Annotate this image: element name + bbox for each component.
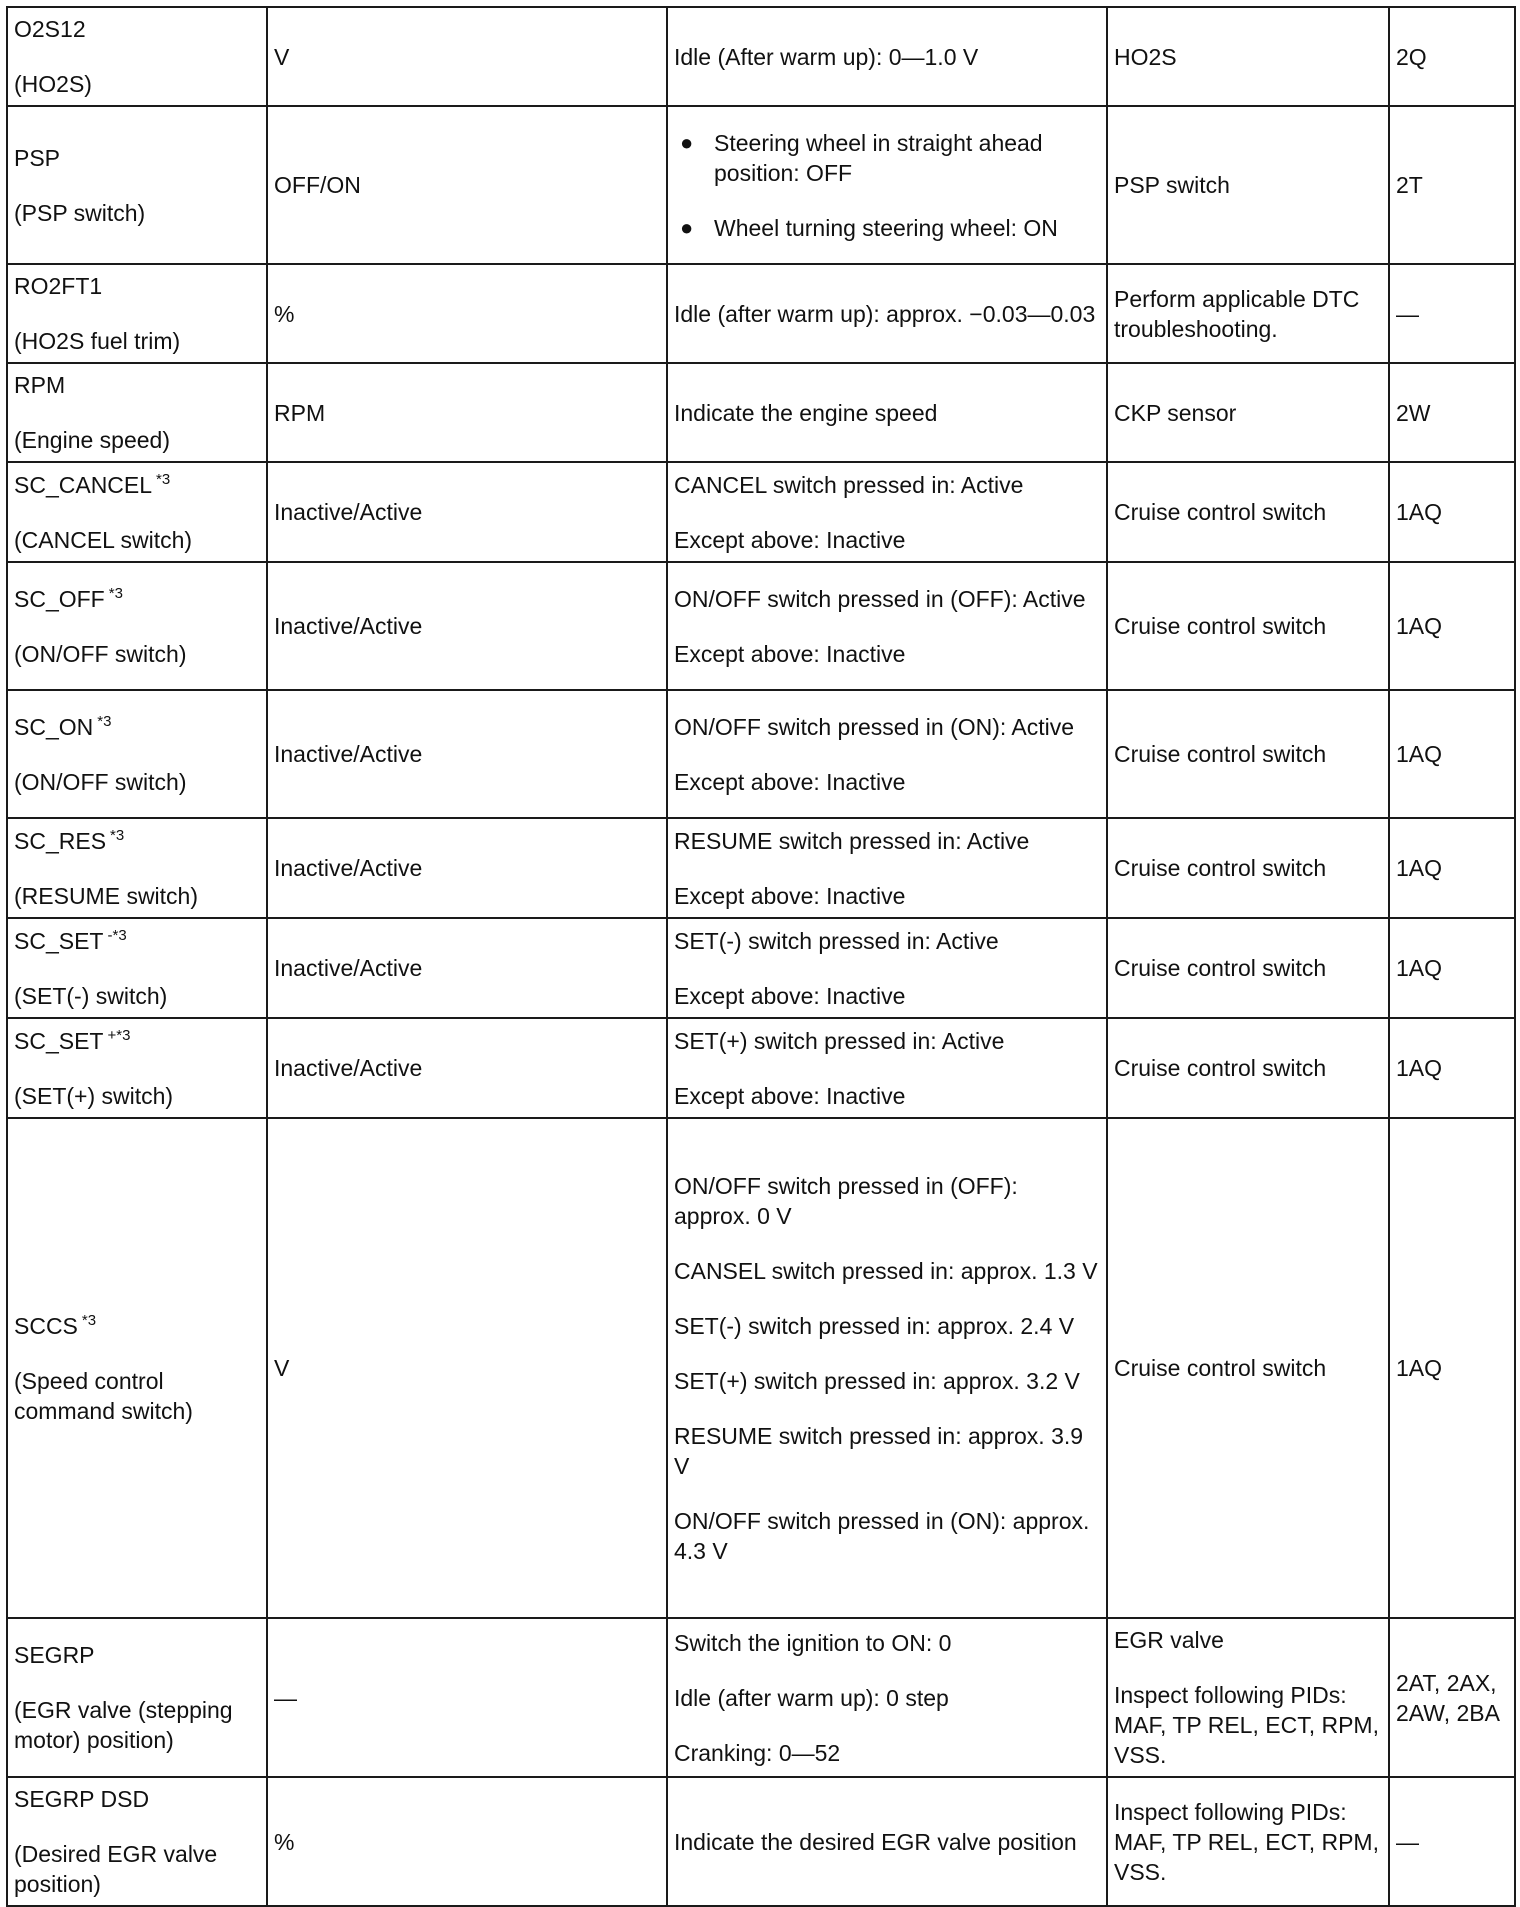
footnote-mark: *3 <box>108 584 123 602</box>
pid-cell <box>7 462 267 562</box>
condition-cell <box>667 690 1107 818</box>
action-cell <box>1107 562 1389 690</box>
condition-text: Idle (after warm up): approx. −0.03—0.03 <box>674 300 1096 327</box>
condition-text: ON/OFF switch pressed in (OFF): approx. 0 V <box>674 1172 1018 1229</box>
pid-code: SEGRP <box>14 1642 95 1668</box>
condition-text: ON/OFF switch pressed in (ON): Active <box>674 713 1075 740</box>
pid-cell <box>7 363 267 462</box>
terminal-cell: 1AQ <box>1389 1118 1515 1618</box>
bullet-icon: ● <box>680 129 694 155</box>
terminal-cell: 1AQ <box>1389 1018 1515 1118</box>
unit-cell: Inactive/Active <box>267 690 667 818</box>
pid-cell <box>7 918 267 1018</box>
condition-cell <box>667 1618 1107 1777</box>
terminal-cell: — <box>1389 264 1515 363</box>
condition-text: Except above: Inactive <box>674 982 906 1009</box>
condition-cell <box>667 7 1107 106</box>
unit-cell: OFF/ON <box>267 106 667 264</box>
action-text: Cruise control switch <box>1114 499 1327 525</box>
action-cell <box>1107 363 1389 462</box>
terminal-cell: 1AQ <box>1389 690 1515 818</box>
unit-cell: V <box>267 1118 667 1618</box>
pid-monitor-table <box>6 6 1516 1907</box>
footnote-mark: -*3 <box>107 926 127 944</box>
pid-description: (HO2S fuel trim) <box>14 328 181 354</box>
condition-text: Cranking: 0—52 <box>674 1739 841 1766</box>
condition-text: Steering wheel in straight ahead position: OFF <box>714 129 1043 186</box>
pid-code: O2S12 <box>14 16 86 42</box>
action-text: PSP switch <box>1114 172 1230 198</box>
table-row <box>7 562 1515 690</box>
pid-description: (EGR valve (stepping motor) position) <box>14 1697 233 1753</box>
pid-code: SC_SET <box>14 927 104 954</box>
condition-cell <box>667 918 1107 1018</box>
pid-code: RO2FT1 <box>14 273 103 299</box>
condition-text: Except above: Inactive <box>674 1082 906 1109</box>
condition-text: ON/OFF switch pressed in (OFF): Active <box>674 585 1086 612</box>
condition-cell <box>667 818 1107 918</box>
pid-code: SC_CANCEL <box>14 471 153 498</box>
action-cell <box>1107 918 1389 1018</box>
condition-text: RESUME switch pressed in: Active <box>674 827 1030 854</box>
condition-cell <box>667 1118 1107 1618</box>
unit-cell: — <box>267 1618 667 1777</box>
pid-cell <box>7 1777 267 1906</box>
list-item <box>680 128 1100 188</box>
pid-description: (PSP switch) <box>14 199 146 226</box>
condition-text: Except above: Inactive <box>674 768 906 795</box>
table-row <box>7 363 1515 462</box>
unit-cell: Inactive/Active <box>267 562 667 690</box>
condition-cell <box>667 1777 1107 1906</box>
condition-text: Except above: Inactive <box>674 526 906 553</box>
pid-monitor-table-page <box>6 6 1514 1897</box>
table-row <box>7 462 1515 562</box>
pid-code: RPM <box>14 372 66 398</box>
action-cell <box>1107 1777 1389 1906</box>
condition-text: ON/OFF switch pressed in (ON): approx. 4.3 V <box>674 1507 1090 1564</box>
condition-text: SET(+) switch pressed in: approx. 3.2 V <box>674 1367 1080 1394</box>
unit-cell: V <box>267 7 667 106</box>
condition-cell <box>667 363 1107 462</box>
condition-text: CANCEL switch pressed in: Active <box>674 471 1024 498</box>
condition-text: SET(-) switch pressed in: approx. 2.4 V <box>674 1312 1075 1339</box>
action-text: Cruise control switch <box>1114 1055 1327 1081</box>
terminal-cell: — <box>1389 1777 1515 1906</box>
condition-cell <box>667 1018 1107 1118</box>
action-cell <box>1107 818 1389 918</box>
action-text: EGR valve <box>1114 1627 1224 1653</box>
action-cell <box>1107 264 1389 363</box>
table-row <box>7 106 1515 264</box>
unit-cell: Inactive/Active <box>267 918 667 1018</box>
action-cell <box>1107 1618 1389 1777</box>
action-text: Cruise control switch <box>1114 955 1327 981</box>
action-text: Cruise control switch <box>1114 741 1327 767</box>
action-cell <box>1107 1118 1389 1618</box>
unit-cell: Inactive/Active <box>267 818 667 918</box>
pid-code: SCCS <box>14 1312 78 1339</box>
pid-cell <box>7 1618 267 1777</box>
table-row <box>7 7 1515 106</box>
unit-cell: % <box>267 1777 667 1906</box>
footnote-mark: *3 <box>156 470 171 488</box>
pid-cell <box>7 264 267 363</box>
action-text: Cruise control switch <box>1114 1355 1327 1381</box>
action-text: Inspect following PIDs: MAF, TP REL, ECT, RPM, VSS. <box>1114 1798 1379 1885</box>
pid-cell <box>7 7 267 106</box>
unit-cell: Inactive/Active <box>267 462 667 562</box>
table-row <box>7 818 1515 918</box>
terminal-cell: 1AQ <box>1389 462 1515 562</box>
action-cell <box>1107 7 1389 106</box>
pid-cell <box>7 818 267 918</box>
pid-cell <box>7 690 267 818</box>
list-item <box>680 213 1100 243</box>
condition-text: Except above: Inactive <box>674 640 906 667</box>
table-row <box>7 1018 1515 1118</box>
pid-code: SC_RES <box>14 827 107 854</box>
table-row <box>7 690 1515 818</box>
pid-code: SC_OFF <box>14 585 105 612</box>
terminal-cell: 2T <box>1389 106 1515 264</box>
condition-cell <box>667 264 1107 363</box>
action-text: Cruise control switch <box>1114 855 1327 881</box>
table-row <box>7 1618 1515 1777</box>
condition-text: SET(+) switch pressed in: Active <box>674 1027 1005 1054</box>
terminal-cell: 1AQ <box>1389 818 1515 918</box>
condition-cell <box>667 462 1107 562</box>
condition-text: RESUME switch pressed in: approx. 3.9 V <box>674 1422 1084 1479</box>
action-text: HO2S <box>1114 43 1177 70</box>
bullet-icon: ● <box>680 214 694 240</box>
condition-text: Idle (after warm up): 0 step <box>674 1684 949 1711</box>
action-cell <box>1107 1018 1389 1118</box>
action-text: Inspect following PIDs: MAF, TP REL, ECT, RPM, VSS. <box>1114 1682 1379 1768</box>
pid-description: (Speed control command switch) <box>14 1367 193 1424</box>
terminal-cell: 1AQ <box>1389 562 1515 690</box>
action-cell <box>1107 106 1389 264</box>
pid-cell <box>7 1118 267 1618</box>
condition-cell <box>667 562 1107 690</box>
terminal-cell: 2Q <box>1389 7 1515 106</box>
terminal-cell: 2AT, 2AX, 2AW, 2BA <box>1389 1618 1515 1777</box>
pid-code: SC_SET <box>14 1027 104 1054</box>
condition-text: Except above: Inactive <box>674 882 906 909</box>
condition-text: SET(-) switch pressed in: Active <box>674 927 999 954</box>
pid-description: (HO2S) <box>14 71 92 97</box>
pid-cell <box>7 562 267 690</box>
pid-description: (SET(+) switch) <box>14 1082 174 1109</box>
action-cell <box>1107 690 1389 818</box>
pid-description: (CANCEL switch) <box>14 526 193 553</box>
terminal-cell: 2W <box>1389 363 1515 462</box>
footnote-mark: *3 <box>81 1311 97 1329</box>
pid-description: (SET(-) switch) <box>14 982 168 1009</box>
condition-list <box>674 128 1100 243</box>
pid-description: (Engine speed) <box>14 427 170 453</box>
table-row <box>7 1777 1515 1906</box>
condition-text: CANSEL switch pressed in: approx. 1.3 V <box>674 1257 1098 1284</box>
table-row <box>7 264 1515 363</box>
unit-cell: RPM <box>267 363 667 462</box>
footnote-mark: *3 <box>97 712 112 730</box>
condition-text: Idle (After warm up): 0—1.0 V <box>674 43 979 70</box>
condition-text: Switch the ignition to ON: 0 <box>674 1629 952 1656</box>
condition-text: Indicate the engine speed <box>674 399 938 426</box>
action-text: Perform applicable DTC troubleshooting. <box>1114 285 1360 342</box>
pid-description: (ON/OFF switch) <box>14 768 187 795</box>
action-cell <box>1107 462 1389 562</box>
unit-cell: % <box>267 264 667 363</box>
condition-text: Indicate the desired EGR valve position <box>674 1828 1077 1855</box>
action-text: CKP sensor <box>1114 399 1237 426</box>
terminal-cell: 1AQ <box>1389 918 1515 1018</box>
footnote-mark: +*3 <box>107 1026 131 1044</box>
pid-cell <box>7 106 267 264</box>
table-row <box>7 918 1515 1018</box>
action-text: Cruise control switch <box>1114 613 1327 639</box>
unit-cell: Inactive/Active <box>267 1018 667 1118</box>
pid-code: SEGRP DSD <box>14 1786 150 1812</box>
table-row <box>7 1118 1515 1618</box>
condition-text: Wheel turning steering wheel: ON <box>714 214 1058 241</box>
footnote-mark: *3 <box>110 826 125 844</box>
condition-cell <box>667 106 1107 264</box>
pid-code: SC_ON <box>14 713 94 740</box>
pid-description: (Desired EGR valve position) <box>14 1841 218 1897</box>
pid-code: PSP <box>14 144 61 171</box>
pid-description: (ON/OFF switch) <box>14 640 187 667</box>
pid-description: (RESUME switch) <box>14 882 199 909</box>
pid-cell <box>7 1018 267 1118</box>
